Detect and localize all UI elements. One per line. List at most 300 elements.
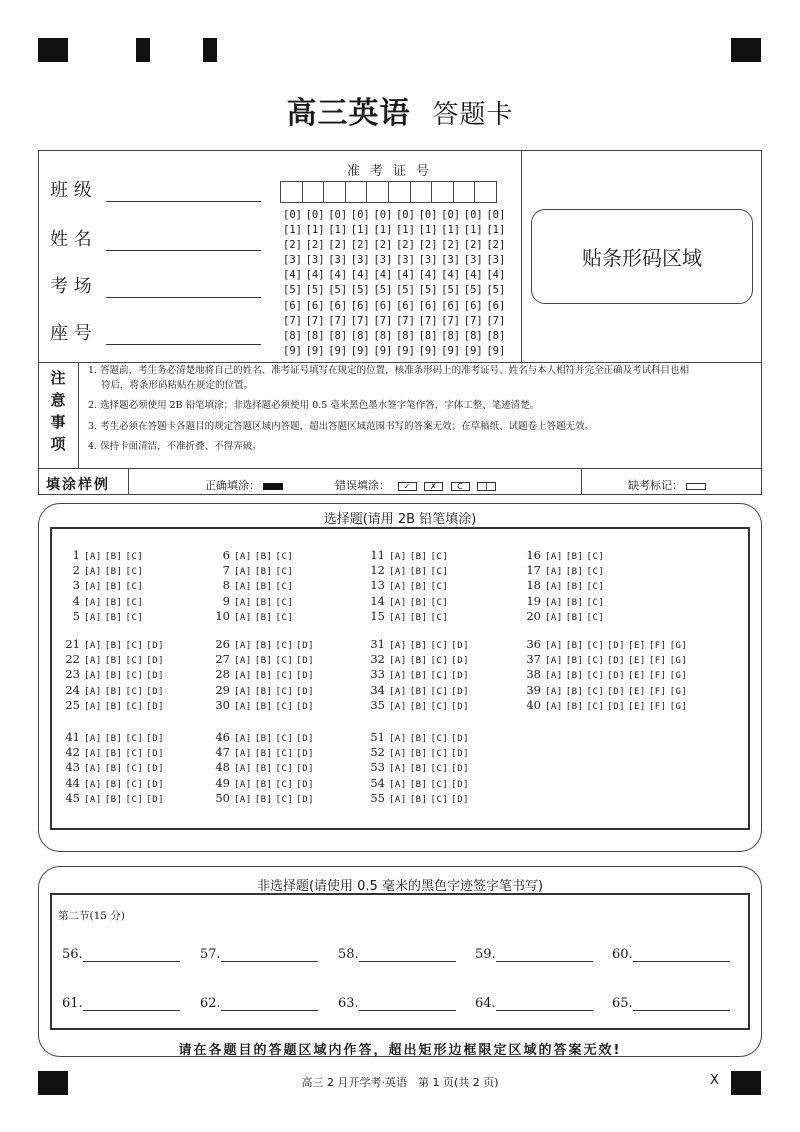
option-bubble[interactable]: [C]	[275, 749, 294, 760]
blank-line[interactable]	[359, 948, 456, 962]
option-bubble[interactable]: [A]	[234, 794, 252, 805]
digit-bubble[interactable]: [9]	[463, 344, 483, 357]
option-bubble[interactable]: [B]	[565, 552, 584, 562]
digit-bubble[interactable]: [4]	[305, 269, 325, 282]
digit-bubble[interactable]: [3]	[463, 254, 483, 267]
exam-id-box[interactable]	[410, 181, 433, 203]
digit-bubble[interactable]: [2]	[283, 239, 302, 252]
digit-bubble[interactable]: [8]	[418, 329, 438, 342]
option-bubble[interactable]: [D]	[451, 794, 470, 805]
option-bubble[interactable]: [D]	[296, 656, 315, 667]
digit-bubble[interactable]: [5]	[328, 284, 348, 297]
exam-id-box[interactable]	[302, 181, 325, 203]
digit-bubble[interactable]: [9]	[328, 344, 348, 357]
option-bubble[interactable]: [C]	[275, 671, 294, 682]
digit-bubble[interactable]: [2]	[395, 239, 415, 252]
option-bubble[interactable]: [A]	[545, 701, 563, 712]
option-bubble[interactable]: [B]	[104, 612, 123, 623]
answer-blank[interactable]	[338, 996, 456, 1011]
digit-bubble[interactable]: [2]	[305, 239, 325, 252]
digit-bubble[interactable]: [4]	[328, 269, 348, 282]
option-bubble[interactable]: [C]	[586, 656, 605, 667]
digit-bubble[interactable]: [2]	[328, 239, 348, 252]
blank-line[interactable]	[633, 997, 730, 1011]
option-bubble[interactable]: [C]	[430, 794, 449, 805]
digit-bubble[interactable]: [9]	[395, 344, 415, 357]
option-bubble[interactable]: [B]	[409, 597, 428, 608]
option-bubble[interactable]: [E]	[628, 641, 646, 651]
digit-bubble[interactable]: [4]	[350, 269, 370, 282]
option-bubble[interactable]: [B]	[254, 641, 273, 651]
exam-id-box[interactable]	[431, 181, 454, 203]
digit-bubble[interactable]: [7]	[418, 314, 438, 327]
option-bubble[interactable]: [A]	[234, 701, 252, 712]
option-bubble[interactable]: [D]	[146, 701, 165, 712]
option-bubble[interactable]: [F]	[648, 686, 667, 697]
digit-bubble[interactable]: [8]	[395, 329, 415, 342]
option-bubble[interactable]: [A]	[234, 597, 252, 608]
option-bubble[interactable]: [D]	[607, 671, 626, 682]
option-bubble[interactable]: [D]	[296, 764, 315, 775]
option-bubble[interactable]: [B]	[409, 567, 428, 578]
option-bubble[interactable]: [D]	[607, 641, 626, 651]
answer-blank[interactable]	[475, 996, 593, 1011]
option-bubble[interactable]: [C]	[125, 734, 144, 744]
option-bubble[interactable]: [A]	[84, 779, 102, 790]
option-bubble[interactable]: [B]	[565, 671, 584, 682]
option-bubble[interactable]: [D]	[296, 734, 315, 744]
digit-bubble[interactable]: [3]	[441, 254, 461, 267]
option-bubble[interactable]: [A]	[389, 567, 407, 578]
option-bubble[interactable]: [B]	[565, 612, 584, 623]
option-bubble[interactable]: [C]	[275, 597, 294, 608]
option-bubble[interactable]: [B]	[409, 749, 428, 760]
option-bubble[interactable]: [B]	[254, 597, 273, 608]
option-bubble[interactable]: [A]	[84, 567, 102, 578]
digit-bubble[interactable]: [6]	[373, 299, 393, 312]
blank-line[interactable]	[83, 997, 180, 1011]
option-bubble[interactable]: [A]	[389, 701, 407, 712]
option-bubble[interactable]: [C]	[275, 641, 294, 651]
blank-line[interactable]	[359, 997, 456, 1011]
option-bubble[interactable]: [C]	[586, 597, 605, 608]
option-bubble[interactable]: [C]	[586, 567, 605, 578]
option-bubble[interactable]: [D]	[451, 779, 470, 790]
blank-line[interactable]	[496, 997, 593, 1011]
option-bubble[interactable]: [A]	[84, 686, 102, 697]
digit-bubble[interactable]: [0]	[441, 209, 461, 221]
digit-bubble[interactable]: [5]	[441, 284, 461, 297]
option-bubble[interactable]: [A]	[84, 641, 102, 651]
option-bubble[interactable]: [C]	[430, 749, 449, 760]
option-bubble[interactable]: [B]	[409, 552, 428, 562]
exam-id-boxes[interactable]	[280, 181, 496, 203]
option-bubble[interactable]: [A]	[234, 749, 252, 760]
option-bubble[interactable]: [A]	[389, 641, 407, 651]
name-field[interactable]	[50, 225, 261, 251]
digit-bubble[interactable]: [2]	[418, 239, 438, 252]
option-bubble[interactable]: [A]	[234, 779, 252, 790]
option-bubble[interactable]: [A]	[84, 764, 102, 775]
option-bubble[interactable]: [B]	[409, 612, 428, 623]
option-bubble[interactable]: [D]	[451, 701, 470, 712]
option-bubble[interactable]: [B]	[565, 582, 584, 593]
option-bubble[interactable]: [C]	[586, 582, 605, 593]
option-bubble[interactable]: [A]	[234, 567, 252, 578]
digit-bubble[interactable]: [1]	[328, 224, 348, 237]
option-bubble[interactable]: [G]	[669, 686, 688, 697]
option-bubble[interactable]: [C]	[125, 764, 144, 775]
option-bubble[interactable]: [A]	[545, 567, 563, 578]
option-bubble[interactable]: [G]	[669, 641, 688, 651]
option-bubble[interactable]: [B]	[565, 567, 584, 578]
digit-bubble[interactable]: [3]	[395, 254, 415, 267]
answer-blank[interactable]	[200, 947, 318, 962]
digit-bubble[interactable]: [5]	[373, 284, 393, 297]
digit-bubble[interactable]: [9]	[350, 344, 370, 357]
digit-bubble[interactable]: [3]	[486, 254, 506, 267]
answer-blank[interactable]	[62, 947, 180, 962]
digit-bubble[interactable]: [1]	[350, 224, 370, 237]
option-bubble[interactable]: [D]	[296, 749, 315, 760]
option-bubble[interactable]: [A]	[545, 582, 563, 593]
option-bubble[interactable]: [C]	[430, 671, 449, 682]
option-bubble[interactable]: [C]	[275, 701, 294, 712]
name-line[interactable]	[106, 233, 261, 251]
digit-bubble[interactable]: [1]	[305, 224, 325, 237]
option-bubble[interactable]: [B]	[254, 749, 273, 760]
option-bubble[interactable]: [B]	[104, 749, 123, 760]
option-bubble[interactable]: [A]	[84, 671, 102, 682]
option-bubble[interactable]: [A]	[234, 641, 252, 651]
option-bubble[interactable]: [B]	[104, 582, 123, 593]
option-bubble[interactable]: [D]	[451, 764, 470, 775]
class-line[interactable]	[106, 184, 261, 202]
option-bubble[interactable]: [D]	[146, 641, 165, 651]
option-bubble[interactable]: [A]	[389, 779, 407, 790]
digit-bubble[interactable]: [3]	[283, 254, 302, 267]
option-bubble[interactable]: [A]	[389, 582, 407, 593]
digit-bubble[interactable]: [0]	[373, 209, 393, 221]
digit-bubble[interactable]: [7]	[283, 314, 302, 327]
digit-bubble[interactable]: [7]	[305, 314, 325, 327]
option-bubble[interactable]: [C]	[275, 794, 294, 805]
option-bubble[interactable]: [D]	[146, 749, 165, 760]
option-bubble[interactable]: [A]	[389, 749, 407, 760]
digit-bubble[interactable]: [0]	[463, 209, 483, 221]
digit-bubble[interactable]: [2]	[441, 239, 461, 252]
option-bubble[interactable]: [B]	[254, 656, 273, 667]
digit-bubble[interactable]: [7]	[373, 314, 393, 327]
option-bubble[interactable]: [E]	[628, 656, 646, 667]
answer-blank[interactable]	[200, 996, 318, 1011]
option-bubble[interactable]: [A]	[389, 671, 407, 682]
option-bubble[interactable]: [D]	[451, 749, 470, 760]
digit-bubble[interactable]: [4]	[486, 269, 506, 282]
option-bubble[interactable]: [C]	[430, 764, 449, 775]
option-bubble[interactable]: [F]	[648, 641, 667, 651]
option-bubble[interactable]: [A]	[84, 749, 102, 760]
option-bubble[interactable]: [D]	[451, 671, 470, 682]
option-bubble[interactable]: [B]	[409, 764, 428, 775]
option-bubble[interactable]: [B]	[409, 641, 428, 651]
option-bubble[interactable]: [B]	[409, 656, 428, 667]
option-bubble[interactable]: [C]	[430, 641, 449, 651]
option-bubble[interactable]: [C]	[275, 686, 294, 697]
digit-bubble[interactable]: [9]	[305, 344, 325, 357]
option-bubble[interactable]: [C]	[275, 552, 294, 562]
digit-bubble[interactable]: [3]	[418, 254, 438, 267]
blank-line[interactable]	[221, 997, 318, 1011]
digit-bubble[interactable]: [3]	[373, 254, 393, 267]
option-bubble[interactable]: [E]	[628, 701, 646, 712]
digit-bubble[interactable]: [7]	[395, 314, 415, 327]
option-bubble[interactable]: [A]	[84, 734, 102, 744]
option-bubble[interactable]: [B]	[254, 764, 273, 775]
digit-bubble[interactable]: [9]	[486, 344, 506, 357]
option-bubble[interactable]: [B]	[565, 656, 584, 667]
option-bubble[interactable]: [D]	[607, 686, 626, 697]
option-bubble[interactable]: [B]	[104, 794, 123, 805]
option-bubble[interactable]: [C]	[125, 749, 144, 760]
exam-id-box[interactable]	[323, 181, 346, 203]
digit-bubble[interactable]: [8]	[486, 329, 506, 342]
option-bubble[interactable]: [D]	[451, 656, 470, 667]
option-bubble[interactable]: [C]	[125, 794, 144, 805]
option-bubble[interactable]: [B]	[104, 764, 123, 775]
option-bubble[interactable]: [D]	[296, 686, 315, 697]
option-bubble[interactable]: [A]	[389, 656, 407, 667]
exam-id-box[interactable]	[280, 181, 303, 203]
option-bubble[interactable]: [D]	[296, 701, 315, 712]
option-bubble[interactable]: [C]	[586, 701, 605, 712]
option-bubble[interactable]: [A]	[389, 552, 407, 562]
option-bubble[interactable]: [B]	[409, 701, 428, 712]
option-bubble[interactable]: [C]	[430, 779, 449, 790]
option-bubble[interactable]: [F]	[648, 671, 667, 682]
digit-bubble[interactable]: [3]	[328, 254, 348, 267]
exam-id-box[interactable]	[474, 181, 497, 203]
option-bubble[interactable]: [C]	[430, 701, 449, 712]
digit-bubble[interactable]: [1]	[441, 224, 461, 237]
option-bubble[interactable]: [A]	[545, 641, 563, 651]
option-bubble[interactable]: [C]	[125, 567, 144, 578]
option-bubble[interactable]: [C]	[125, 656, 144, 667]
option-bubble[interactable]: [A]	[84, 597, 102, 608]
exam-id-box[interactable]	[388, 181, 411, 203]
digit-bubble[interactable]: [6]	[305, 299, 325, 312]
digit-bubble[interactable]: [1]	[486, 224, 506, 237]
option-bubble[interactable]: [B]	[254, 582, 273, 593]
option-bubble[interactable]: [B]	[104, 686, 123, 697]
option-bubble[interactable]: [B]	[104, 701, 123, 712]
exam-id-box[interactable]	[366, 181, 389, 203]
option-bubble[interactable]: [B]	[409, 794, 428, 805]
blank-line[interactable]	[221, 948, 318, 962]
option-bubble[interactable]: [B]	[104, 671, 123, 682]
option-bubble[interactable]: [B]	[254, 701, 273, 712]
option-bubble[interactable]: [B]	[565, 641, 584, 651]
digit-bubble[interactable]: [6]	[441, 299, 461, 312]
option-bubble[interactable]: [C]	[586, 612, 605, 623]
option-bubble[interactable]: [B]	[254, 794, 273, 805]
digit-bubble[interactable]: [1]	[283, 224, 302, 237]
option-bubble[interactable]: [A]	[389, 686, 407, 697]
answer-blank[interactable]	[612, 947, 730, 962]
room-field[interactable]	[50, 272, 261, 298]
option-bubble[interactable]: [F]	[648, 656, 667, 667]
option-bubble[interactable]: [B]	[104, 567, 123, 578]
answer-blank[interactable]	[612, 996, 730, 1011]
seat-field[interactable]	[50, 319, 261, 345]
digit-bubble[interactable]: [8]	[463, 329, 483, 342]
digit-bubble[interactable]: [8]	[350, 329, 370, 342]
option-bubble[interactable]: [C]	[430, 567, 449, 578]
digit-bubble[interactable]: [5]	[350, 284, 370, 297]
option-bubble[interactable]: [A]	[389, 597, 407, 608]
option-bubble[interactable]: [B]	[254, 552, 273, 562]
option-bubble[interactable]: [B]	[254, 567, 273, 578]
option-bubble[interactable]: [B]	[104, 734, 123, 744]
digit-bubble[interactable]: [2]	[373, 239, 393, 252]
option-bubble[interactable]: [B]	[409, 779, 428, 790]
answer-blank[interactable]	[338, 947, 456, 962]
option-bubble[interactable]: [D]	[296, 779, 315, 790]
digit-bubble[interactable]: [0]	[486, 209, 506, 221]
option-bubble[interactable]: [B]	[254, 734, 273, 744]
blank-line[interactable]	[83, 948, 180, 962]
option-bubble[interactable]: [C]	[275, 779, 294, 790]
digit-bubble[interactable]: [2]	[486, 239, 506, 252]
option-bubble[interactable]: [B]	[104, 656, 123, 667]
option-bubble[interactable]: [C]	[430, 597, 449, 608]
option-bubble[interactable]: [C]	[586, 552, 605, 562]
option-bubble[interactable]: [C]	[275, 764, 294, 775]
option-bubble[interactable]: [A]	[234, 612, 252, 623]
option-bubble[interactable]: [C]	[275, 656, 294, 667]
option-bubble[interactable]: [D]	[146, 671, 165, 682]
exam-id-box[interactable]	[453, 181, 476, 203]
digit-bubble[interactable]: [5]	[283, 284, 302, 297]
digit-bubble[interactable]: [6]	[418, 299, 438, 312]
option-bubble[interactable]: [D]	[146, 764, 165, 775]
option-bubble[interactable]: [C]	[125, 701, 144, 712]
option-bubble[interactable]: [G]	[669, 656, 688, 667]
option-bubble[interactable]: [A]	[389, 612, 407, 623]
option-bubble[interactable]: [B]	[409, 582, 428, 593]
option-bubble[interactable]: [B]	[254, 612, 273, 623]
digit-bubble[interactable]: [4]	[418, 269, 438, 282]
digit-bubble[interactable]: [4]	[283, 269, 302, 282]
option-bubble[interactable]: [B]	[104, 641, 123, 651]
digit-bubble[interactable]: [1]	[418, 224, 438, 237]
digit-bubble[interactable]: [7]	[463, 314, 483, 327]
digit-bubble[interactable]: [9]	[441, 344, 461, 357]
option-bubble[interactable]: [D]	[451, 734, 470, 744]
option-bubble[interactable]: [A]	[84, 794, 102, 805]
digit-bubble[interactable]: [9]	[373, 344, 393, 357]
digit-bubble[interactable]: [4]	[395, 269, 415, 282]
option-bubble[interactable]: [D]	[296, 671, 315, 682]
digit-bubble[interactable]: [8]	[283, 329, 302, 342]
option-bubble[interactable]: [C]	[125, 552, 144, 562]
digit-bubble[interactable]: [8]	[328, 329, 348, 342]
option-bubble[interactable]: [C]	[125, 612, 144, 623]
option-bubble[interactable]: [D]	[296, 641, 315, 651]
option-bubble[interactable]: [C]	[275, 582, 294, 593]
option-bubble[interactable]: [B]	[254, 686, 273, 697]
option-bubble[interactable]: [A]	[84, 701, 102, 712]
option-bubble[interactable]: [C]	[586, 671, 605, 682]
option-bubble[interactable]: [D]	[451, 641, 470, 651]
digit-bubble[interactable]: [7]	[350, 314, 370, 327]
option-bubble[interactable]: [C]	[586, 641, 605, 651]
exam-id-box[interactable]	[345, 181, 368, 203]
option-bubble[interactable]: [A]	[84, 552, 102, 562]
option-bubble[interactable]: [C]	[125, 641, 144, 651]
option-bubble[interactable]: [C]	[430, 734, 449, 744]
digit-bubble[interactable]: [8]	[441, 329, 461, 342]
option-bubble[interactable]: [C]	[430, 612, 449, 623]
blank-line[interactable]	[496, 948, 593, 962]
option-bubble[interactable]: [C]	[275, 734, 294, 744]
option-bubble[interactable]: [A]	[234, 686, 252, 697]
digit-bubble[interactable]: [6]	[350, 299, 370, 312]
digit-bubble[interactable]: [6]	[486, 299, 506, 312]
option-bubble[interactable]: [D]	[607, 701, 626, 712]
option-bubble[interactable]: [D]	[296, 794, 315, 805]
digit-bubble[interactable]: [3]	[305, 254, 325, 267]
option-bubble[interactable]: [A]	[545, 612, 563, 623]
option-bubble[interactable]: [A]	[389, 734, 407, 744]
option-bubble[interactable]: [A]	[84, 656, 102, 667]
digit-bubble[interactable]: [9]	[283, 344, 302, 357]
option-bubble[interactable]: [D]	[146, 794, 165, 805]
digit-bubble[interactable]: [0]	[395, 209, 415, 221]
option-bubble[interactable]: [C]	[430, 552, 449, 562]
class-field[interactable]	[50, 176, 261, 202]
digit-bubble[interactable]: [0]	[350, 209, 370, 221]
exam-id-digits[interactable]	[283, 208, 509, 359]
digit-bubble[interactable]: [0]	[418, 209, 438, 221]
option-bubble[interactable]: [C]	[125, 582, 144, 593]
option-bubble[interactable]: [D]	[146, 656, 165, 667]
digit-bubble[interactable]: [1]	[373, 224, 393, 237]
blank-line[interactable]	[633, 948, 730, 962]
option-bubble[interactable]: [B]	[254, 671, 273, 682]
digit-bubble[interactable]: [7]	[486, 314, 506, 327]
answer-blank[interactable]	[475, 947, 593, 962]
option-bubble[interactable]: [C]	[125, 779, 144, 790]
digit-bubble[interactable]: [1]	[395, 224, 415, 237]
digit-bubble[interactable]: [6]	[395, 299, 415, 312]
answer-blank[interactable]	[62, 996, 180, 1011]
option-bubble[interactable]: [B]	[409, 734, 428, 744]
option-bubble[interactable]: [A]	[545, 686, 563, 697]
option-bubble[interactable]: [A]	[234, 582, 252, 593]
option-bubble[interactable]: [A]	[234, 764, 252, 775]
option-bubble[interactable]: [C]	[430, 582, 449, 593]
option-bubble[interactable]: [A]	[84, 582, 102, 593]
option-bubble[interactable]: [C]	[125, 686, 144, 697]
digit-bubble[interactable]: [0]	[305, 209, 325, 221]
digit-bubble[interactable]: [5]	[463, 284, 483, 297]
digit-bubble[interactable]: [5]	[418, 284, 438, 297]
option-bubble[interactable]: [B]	[104, 597, 123, 608]
option-bubble[interactable]: [A]	[234, 671, 252, 682]
option-bubble[interactable]: [A]	[545, 597, 563, 608]
option-bubble[interactable]: [A]	[389, 764, 407, 775]
